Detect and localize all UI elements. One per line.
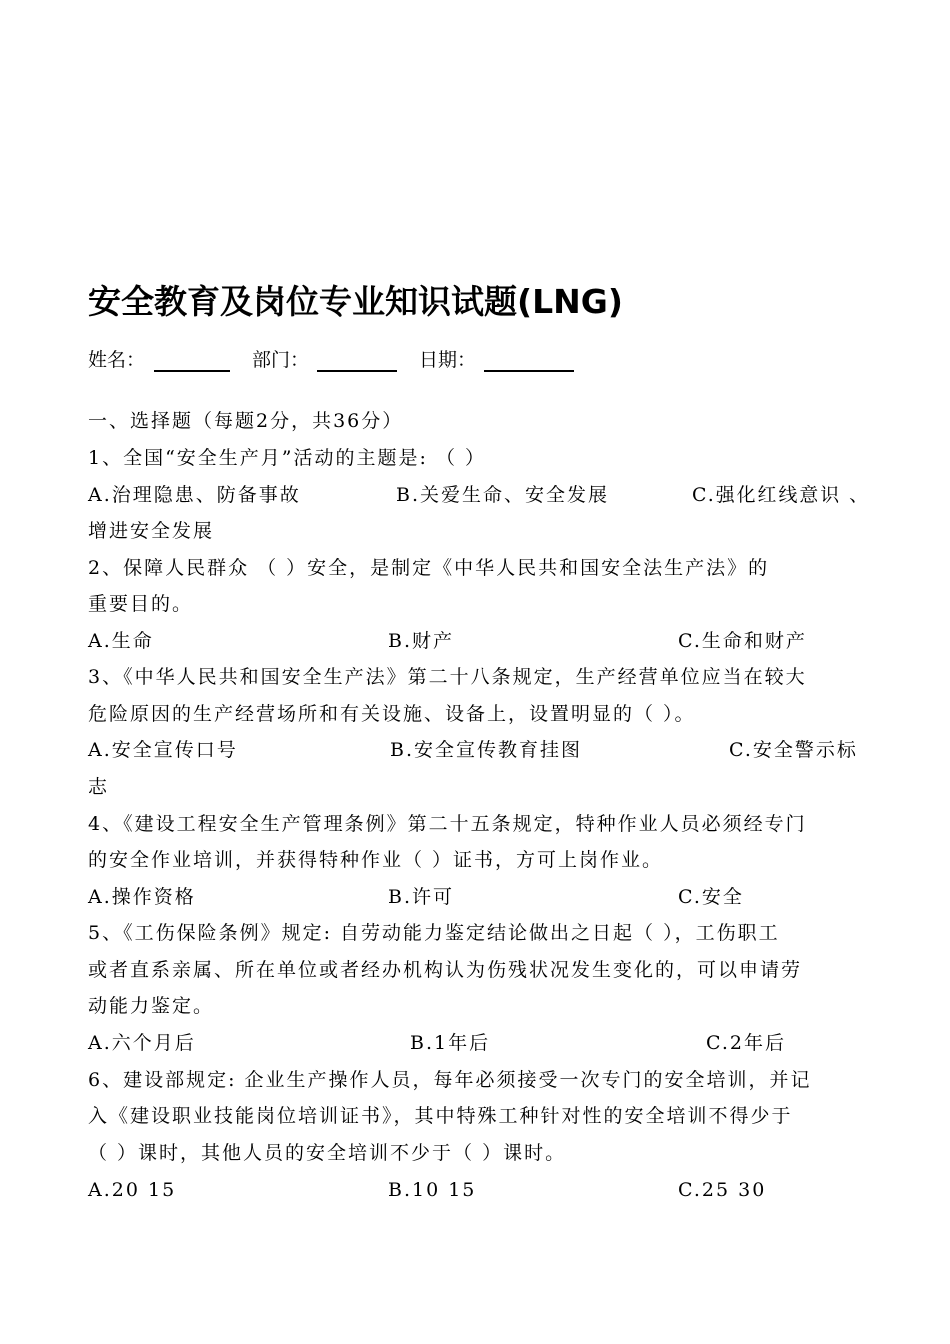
question-line: 5、《工伤保险条例》规定: 自劳动能力鉴定结论做出之日起（ ），工伤职工 [88, 922, 780, 944]
date-label: 日期： [419, 349, 477, 371]
question-line: 的安全作业培训，并获得特种作业（ ）证书，方可上岗作业。 [88, 849, 664, 871]
name-blank[interactable] [154, 350, 230, 372]
question-line: 4、《建设工程安全生产管理条例》第二十五条规定，特种作业人员必须经专门 [88, 813, 807, 835]
option-b: B.关爱生命、安全发展 [396, 484, 610, 506]
option-b: B.10 15 [388, 1179, 477, 1201]
question-line: 2、保障人民群众 （ ）安全，是制定《中华人民共和国安全法生产法》的 [88, 557, 770, 579]
option-c: C.2年后 [706, 1032, 786, 1054]
option-b: B.1年后 [410, 1032, 491, 1054]
option-c: C.安全 [678, 886, 744, 908]
option-a: A.治理隐患、防备事故 [88, 484, 301, 506]
question-line: 危险原因的生产经营场所和有关设施、设备上，设置明显的（ ）。 [88, 703, 696, 725]
question-line: 3、《中华人民共和国安全生产法》第二十八条规定，生产经营单位应当在较大 [88, 666, 807, 688]
question-line: 动能力鉴定。 [88, 995, 215, 1017]
date-blank[interactable] [484, 350, 574, 372]
question-line: 重要目的。 [88, 593, 194, 615]
option-c: C.强化红线意识 、 [692, 484, 871, 506]
question-line: 1、全国“安全生产月”活动的主题是: （ ） [88, 447, 486, 469]
dept-label: 部门： [252, 349, 310, 371]
dept-blank[interactable] [317, 350, 397, 372]
option-a: A.生命 [88, 630, 154, 652]
question-line: 或者直系亲属、所在单位或者经办机构认为伤残状况发生变化的，可以申请劳 [88, 959, 803, 981]
option-a: A.安全宣传口号 [88, 739, 238, 761]
option-b: B.许可 [388, 886, 455, 908]
section-heading: 一、选择题（每题2分，共36分） [88, 410, 404, 432]
option-c: C.生命和财产 [678, 630, 807, 652]
page-title: 安全教育及岗位专业知识试题(LNG) [88, 282, 623, 321]
option-a: A.20 15 [88, 1179, 177, 1201]
option-tail: 增进安全发展 [88, 520, 215, 542]
option-tail: 志 [88, 776, 110, 798]
question-line: （ ）课时，其他人员的安全培训不少于（ ）课时。 [88, 1142, 567, 1164]
option-c: C.安全警示标 [729, 739, 858, 761]
question-line: 6、建设部规定: 企业生产操作人员，每年必须接受一次专门的安全培训，并记 [88, 1069, 812, 1091]
option-b: B.财产 [388, 630, 455, 652]
name-label: 姓名： [88, 349, 146, 371]
question-line: 入《建设职业技能岗位培训证书》，其中特殊工种针对性的安全培训不得少于 [88, 1105, 793, 1127]
option-a: A.操作资格 [88, 886, 196, 908]
option-c: C.25 30 [678, 1179, 767, 1201]
option-a: A.六个月后 [88, 1032, 196, 1054]
option-b: B.安全宣传教育挂图 [390, 739, 583, 761]
